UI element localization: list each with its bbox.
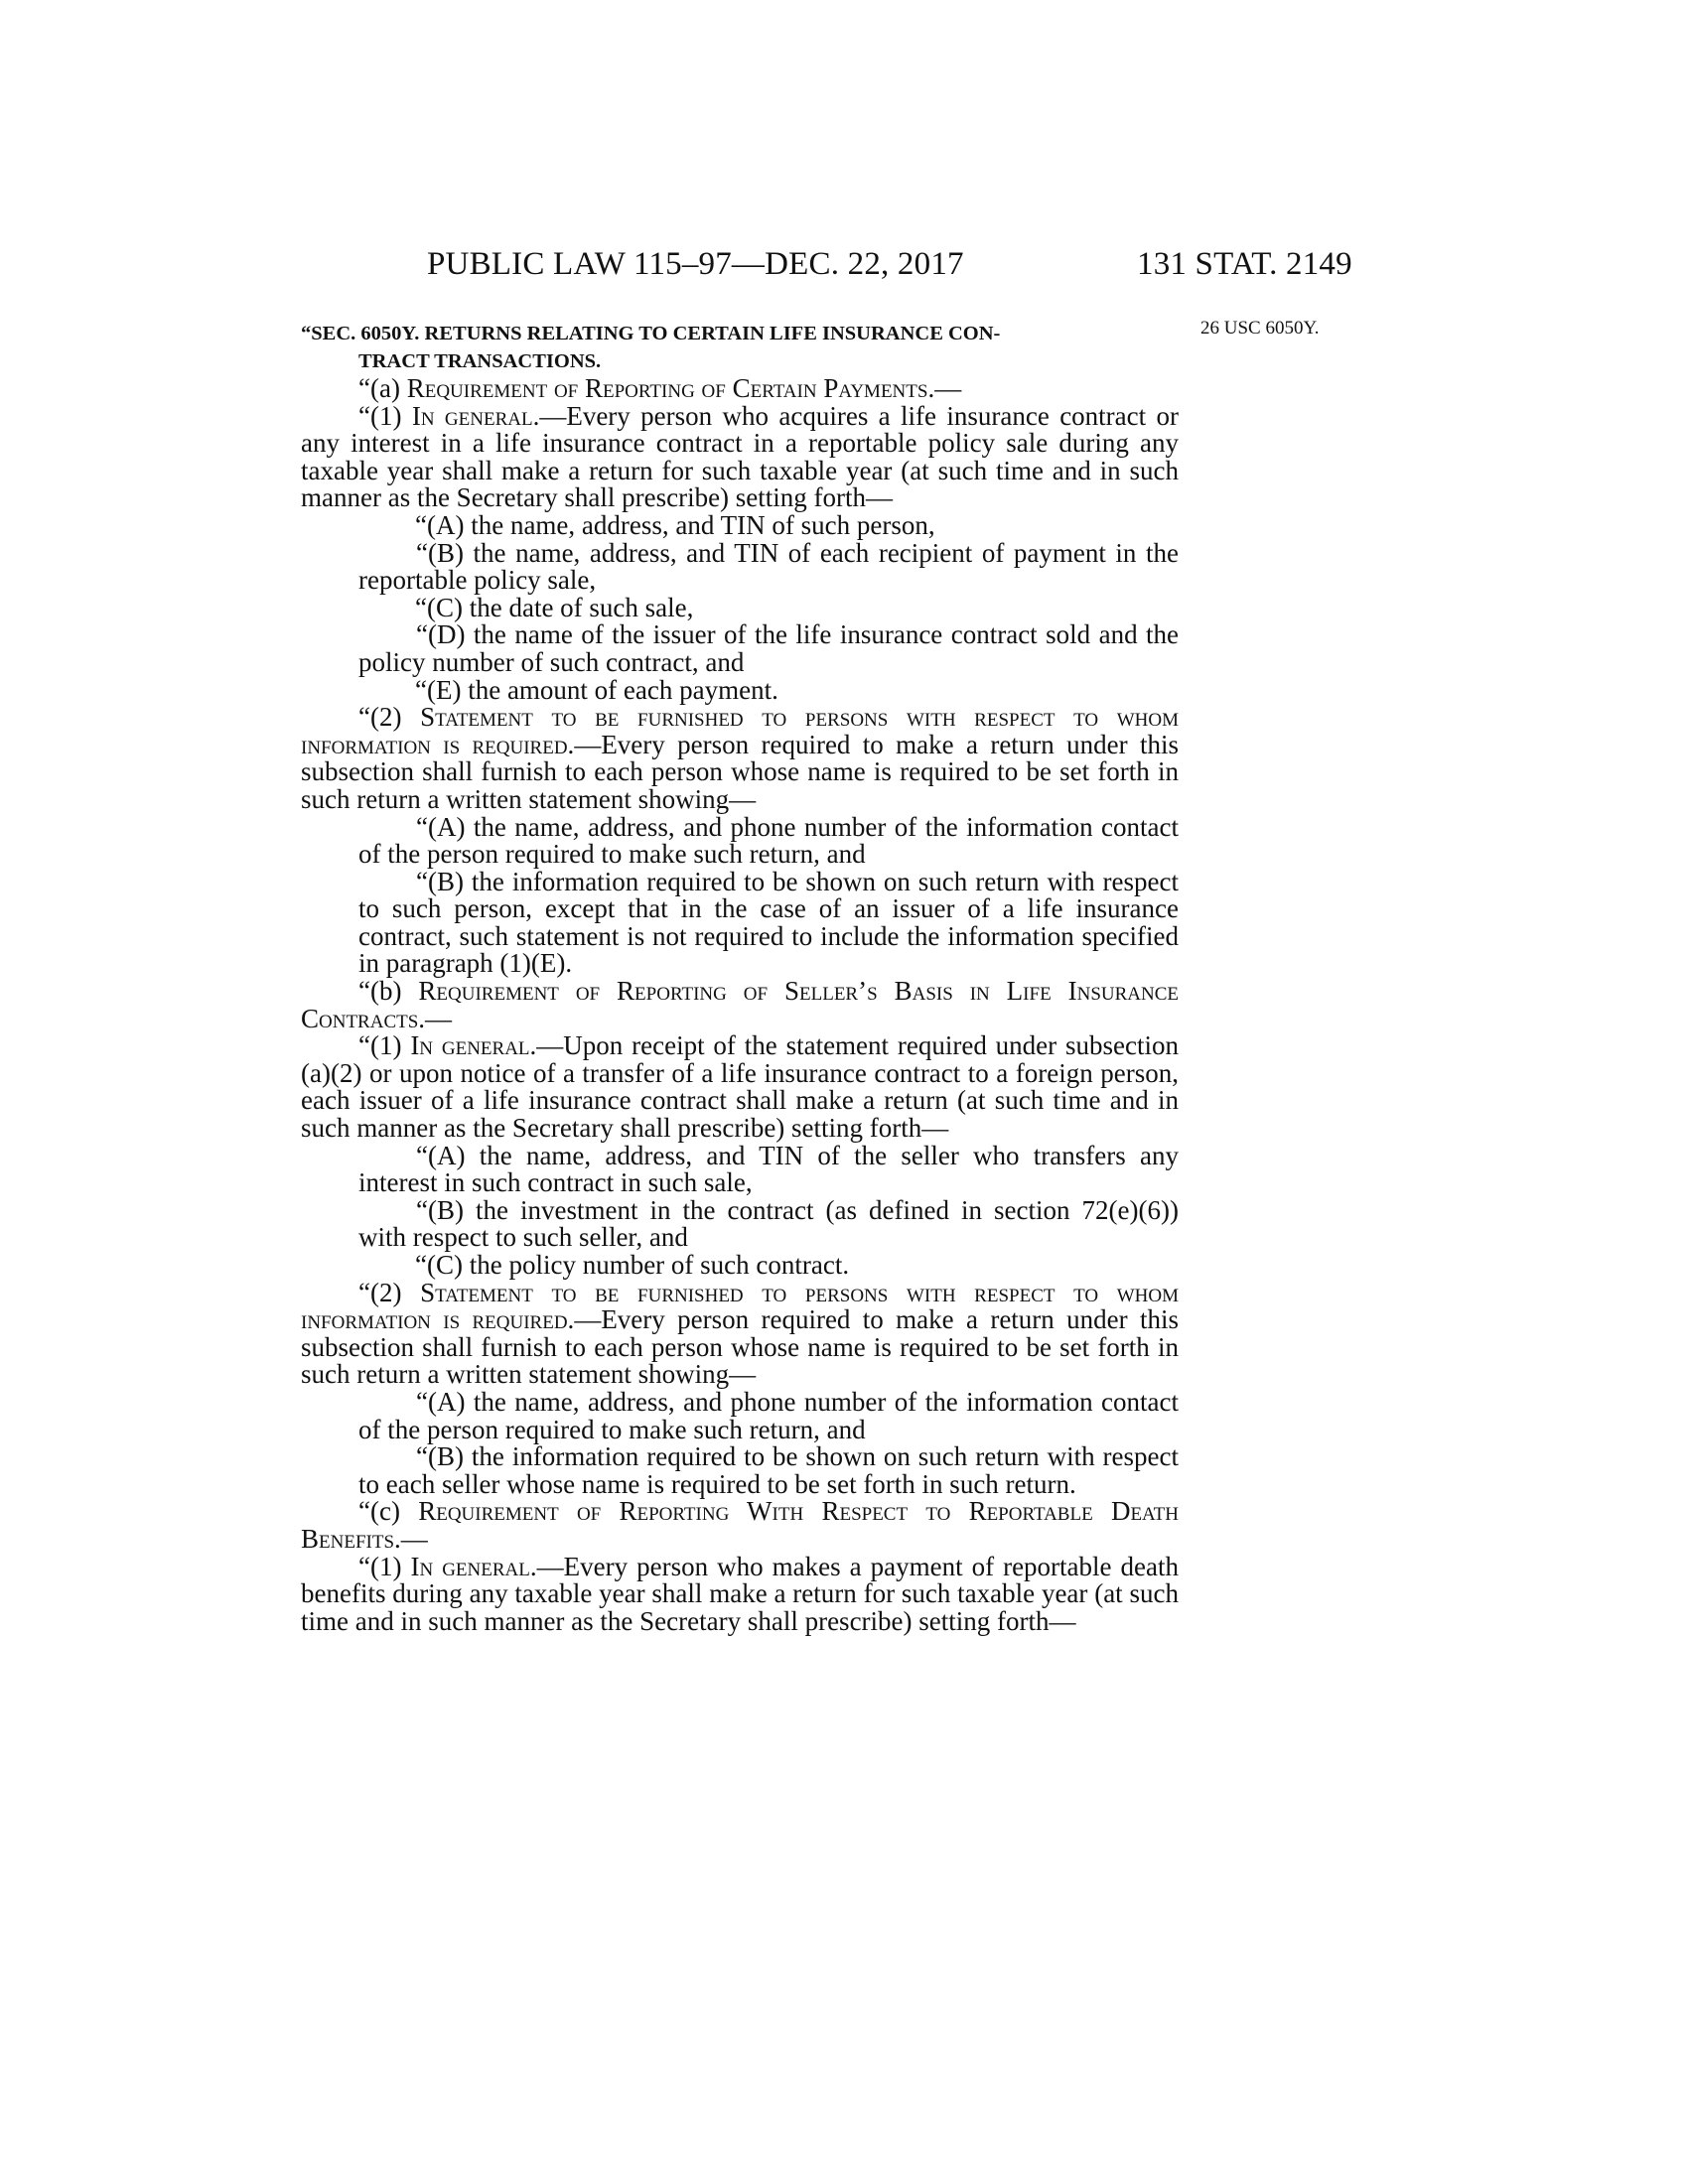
paragraph-caption: In general.: [411, 400, 540, 431]
paragraph-caption: In general.: [410, 1551, 537, 1581]
section-heading: [301, 320, 1175, 375]
paragraph-designation: “(1): [358, 1030, 411, 1061]
paragraph-text: —Every person required to make a return under this subsection shall furnish to each person whose name is required to be set forth in such return a written statement showing—: [301, 1304, 1179, 1390]
running-header-page: 131 STAT. 2149: [1137, 246, 1352, 282]
paragraph-caption: Statement to be furnished to persons with respect to whom information is required.: [301, 702, 1180, 759]
paragraph-text: “(A) the name, address, and TIN of the seller who transfers any interest in such contract in such sale,: [358, 1140, 1179, 1198]
statute-paragraph: [301, 1194, 1179, 1253]
paragraph-text: —Upon receipt of the statement required under subsection (a)(2) or upon notice of a transfer of a life insurance contract to a foreign person, each issuer of a life insurance contract shall make a return (at such time and in such manner as the Secretary shall prescribe) setting forth—: [301, 1030, 1179, 1144]
paragraph-designation: “(2): [358, 702, 421, 733]
paragraph-designation: “(c): [358, 1496, 419, 1527]
paragraph-text: —Every person who makes a payment of reportable death benefits during any taxable year shall make a return for such taxable year (at such time and in such manner as the Secretary shall prescribe) setting forth—: [301, 1551, 1180, 1636]
paragraph-caption: Statement to be furnished to persons with respect to whom information is required.: [301, 1277, 1180, 1335]
statute-paragraph: [301, 1277, 1180, 1390]
statute-paragraph: [301, 1498, 1179, 1553]
statute-body: [301, 375, 1179, 1635]
paragraph-designation: “(2): [358, 1277, 421, 1307]
paragraph-designation: “(1): [358, 1551, 411, 1581]
statute-paragraph: [301, 704, 1179, 813]
statute-paragraph: [301, 1032, 1179, 1142]
paragraph-text: “(E) the amount of each payment.: [415, 674, 778, 705]
paragraph-caption: Requirement of Reporting of Seller’s Basis in Life Insurance Contracts.—: [301, 976, 1179, 1033]
paragraph-caption: Requirement of Reporting of Certain Payments.—: [406, 373, 962, 403]
statute-paragraph: [301, 400, 1179, 513]
statute-paragraph: [301, 1551, 1180, 1636]
section-heading-line1: “SEC. 6050Y. RETURNS RELATING TO CERTAIN LIFE INSURANCE CON-: [301, 323, 1001, 344]
paragraph-text: “(B) the information required to be shown on such return with respect to such person, except that in the case of an issuer of a life insurance contract, such statement is not required to include the information specified in paragraph (1)(E).: [358, 866, 1179, 979]
paragraph-text: “(B) the name, address, and TIN of each recipient of payment in the reportable policy sale,: [358, 537, 1179, 596]
statute-paragraph: [301, 674, 1179, 705]
statute-paragraph: [301, 621, 1179, 676]
statute-paragraph: [301, 1252, 1179, 1280]
running-header-title: PUBLIC LAW 115–97—DEC. 22, 2017: [427, 246, 964, 282]
paragraph-text: “(A) the name, address, and phone number of the information contact of the person required to make such return, and: [358, 1386, 1179, 1444]
paragraph-text: “(D) the name of the issuer of the life insurance contract sold and the policy number of such contract, and: [358, 619, 1179, 677]
statute-paragraph: [301, 537, 1179, 596]
paragraph-caption: Requirement of Reporting With Respect to Reportable Death Benefits.—: [301, 1496, 1179, 1554]
paragraph-text: —Every person who acquires a life insurance contract or any interest in a life insurance contract in a reportable policy sale during any taxable year shall make a return for such taxable year (at such time and in such manner as the Secretary shall prescribe) setting forth—: [301, 400, 1179, 513]
paragraph-text: “(B) the investment in the contract (as defined in section 72(e)(6)) with respect to such seller, and: [358, 1194, 1179, 1253]
statute-paragraph: [301, 1386, 1179, 1444]
paragraph-text: —Every person required to make a return under this subsection shall furnish to each person whose name is required to be set forth in such return a written statement showing—: [301, 729, 1179, 814]
paragraph-caption: In general.: [410, 1030, 537, 1061]
paragraph-text: “(B) the information required to be shown on such return with respect to each seller whose name is required to be set forth in such return.: [358, 1441, 1179, 1499]
paragraph-designation: “(1): [358, 400, 412, 431]
paragraph-text: “(C) the policy number of such contract.: [415, 1250, 850, 1280]
statute-paragraph: [301, 978, 1179, 1032]
statute-paragraph: [301, 1443, 1179, 1498]
paragraph-text: “(A) the name, address, and phone number of the information contact of the person required to make such return, and: [358, 811, 1179, 870]
paragraph-designation: “(a): [358, 373, 407, 403]
margin-citation: 26 USC 6050Y.: [1200, 318, 1320, 339]
statute-paragraph: [301, 509, 1179, 540]
paragraph-text: “(C) the date of such sale,: [415, 592, 694, 622]
statute-paragraph: [301, 1140, 1179, 1198]
paragraph-designation: “(b): [358, 976, 419, 1007]
statute-paragraph: [301, 592, 1179, 622]
statute-paragraph: [301, 866, 1179, 979]
section-heading-line2: TRACT TRANSACTIONS.: [358, 350, 602, 372]
statute-paragraph: [301, 811, 1179, 870]
statute-paragraph: [301, 375, 1179, 403]
paragraph-text: “(A) the name, address, and TIN of such person,: [415, 509, 935, 540]
